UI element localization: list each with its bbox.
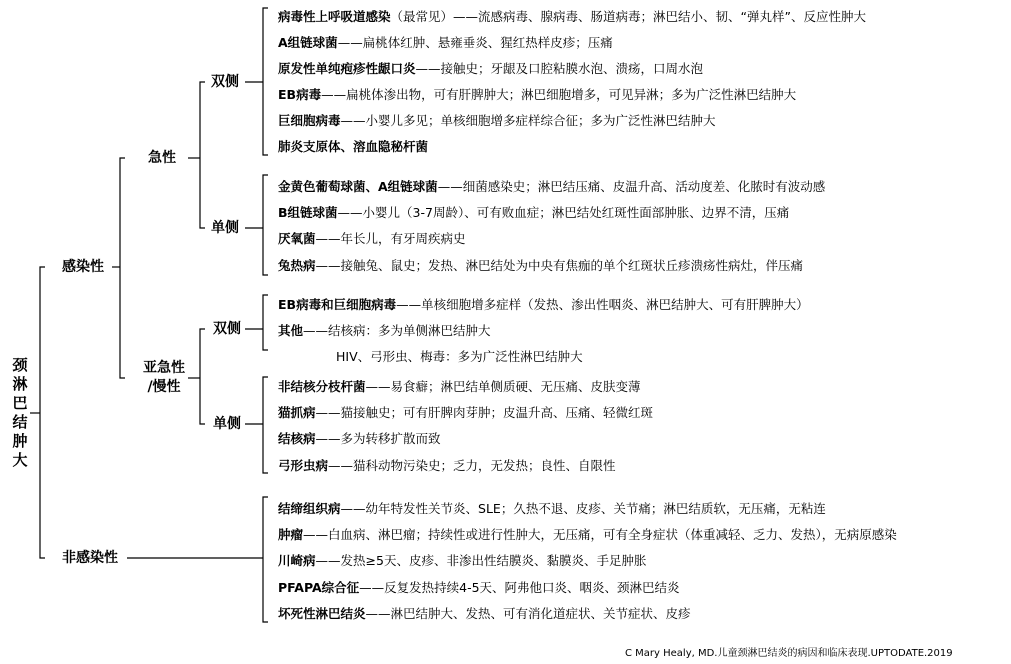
item-desc: ——淋巴结肿大、发热、可有消化道症状、关节症状、皮疹 xyxy=(365,606,691,621)
subacute-bilateral-bracket xyxy=(263,295,268,350)
item-desc: ——小婴儿多见；单核细胞增多症样综合征；多为广泛性淋巴结肿大 xyxy=(340,113,716,128)
list-item xyxy=(278,139,428,155)
list-item xyxy=(278,61,703,77)
item-name: 弓形虫病 xyxy=(278,458,329,473)
acute-bilateral-node: 双侧 xyxy=(211,74,239,90)
item-desc: ——接触兔、鼠史；发热、淋巴结处为中央有焦痂的单个红斑状丘疹溃疡性病灶，伴压痛 xyxy=(315,258,804,273)
item-name: 厌氧菌 xyxy=(278,231,316,246)
list-item xyxy=(278,87,796,103)
list-item xyxy=(278,323,491,339)
item-desc: ——多为转移扩散而致 xyxy=(315,431,441,446)
item-name: 坏死性淋巴结炎 xyxy=(278,606,366,621)
acute-unilateral-bracket xyxy=(263,175,268,275)
list-item xyxy=(278,379,641,395)
item-name: 金黄色葡萄球菌、A组链球菌 xyxy=(278,179,438,194)
item-desc: ——年长儿，有牙周疾病史 xyxy=(315,231,466,246)
item-desc: ——单核细胞增多症样（发热、渗出性咽炎、淋巴结肿大、可有肝脾肿大） xyxy=(396,297,809,312)
item-name: 川崎病 xyxy=(278,553,316,568)
item-desc: ——细菌感染史；淋巴结压痛、皮温升高、活动度差、化脓时有波动感 xyxy=(437,179,826,194)
list-item xyxy=(278,458,616,474)
subacute-bilateral-node: 双侧 xyxy=(213,321,241,337)
item-desc: ——接触史；牙龈及口腔粘膜水泡、溃疡，口周水泡 xyxy=(415,61,704,76)
infectious-node: 感染性 xyxy=(62,259,104,275)
item-name: B组链球菌 xyxy=(278,205,338,220)
item-desc: ——结核病：多为单侧淋巴结肿大 xyxy=(303,323,491,338)
item-desc: ——扁桃体红肿、悬雍垂炎、猩红热样皮疹；压痛 xyxy=(337,35,613,50)
acute-unilateral-node: 单侧 xyxy=(211,220,239,236)
root-node: 颈淋巴结肿大 xyxy=(12,356,28,469)
item-desc: ——扁桃体渗出物，可有肝脾肿大；淋巴细胞增多，可见异淋；多为广泛性淋巴结肿大 xyxy=(321,87,797,102)
item-desc: ——幼年特发性关节炎、SLE；久热不退、皮疹、关节痛；淋巴结质软，无压痛，无粘连 xyxy=(340,501,826,516)
item-name: 兔热病 xyxy=(278,258,316,273)
item-desc: ——猫接触史；可有肝脾肉芽肿；皮温升高、压痛、轻微红斑 xyxy=(315,405,654,420)
item-desc: （最常见）——流感病毒、腺病毒、肠道病毒；淋巴结小、韧、“弹丸样”、反应性肿大 xyxy=(390,9,866,24)
item-name: 结缔组织病 xyxy=(278,501,341,516)
item-name: 其他 xyxy=(278,323,304,338)
item-name: EB病毒 xyxy=(278,87,322,102)
item-name: 非结核分枝杆菌 xyxy=(278,379,366,394)
list-item xyxy=(278,231,466,247)
item-name: A组链球菌 xyxy=(278,35,338,50)
item-desc: ——发热≥5天、皮疹、非渗出性结膜炎、黏膜炎、手足肿胀 xyxy=(315,553,647,568)
subacute-node xyxy=(139,359,189,397)
subacute-label-line2: /慢性 xyxy=(147,379,181,395)
noninfectious-node: 非感染性 xyxy=(62,550,118,566)
list-item xyxy=(278,258,803,274)
item-name: PFAPA综合征 xyxy=(278,580,360,595)
item-name: 病毒性上呼吸道感染 xyxy=(278,9,391,24)
list-item xyxy=(278,501,826,517)
subacute-unilateral-bracket xyxy=(263,377,268,473)
list-item-continuation: HIV、弓形虫、梅毒：多为广泛性淋巴结肿大 xyxy=(336,349,583,364)
item-desc: ——白血病、淋巴瘤；持续性或进行性肿大，无压痛，可有全身症状（体重减轻、乏力、发热），无病原感染 xyxy=(303,527,897,542)
item-name: 肿瘤 xyxy=(278,527,304,542)
noninfectious-bracket xyxy=(263,497,268,622)
item-name: 肺炎支原体、溶血隐秘杆菌 xyxy=(278,139,429,154)
acute-bilateral-bracket xyxy=(263,8,268,155)
list-item xyxy=(278,527,897,543)
list-item xyxy=(278,35,613,51)
infectious-bracket xyxy=(120,158,125,378)
item-name: 结核病 xyxy=(278,431,316,446)
item-desc: ——小婴儿（3-7周龄）、可有败血症；淋巴结处红斑性面部肿胀、边界不清，压痛 xyxy=(337,205,790,220)
item-name: 巨细胞病毒 xyxy=(278,113,341,128)
list-item xyxy=(278,553,646,569)
subacute-label-line1: 亚急性 xyxy=(143,360,185,376)
root-bracket xyxy=(40,267,45,558)
list-item xyxy=(278,297,809,313)
item-name: EB病毒和巨细胞病毒 xyxy=(278,297,397,312)
list-item xyxy=(278,205,789,221)
list-item xyxy=(278,405,653,421)
item-name: 猫抓病 xyxy=(278,405,316,420)
list-item xyxy=(278,179,825,195)
subacute-bracket xyxy=(200,329,205,424)
list-item xyxy=(278,580,680,596)
item-name: 原发性单纯疱疹性龈口炎 xyxy=(278,61,416,76)
acute-bracket xyxy=(200,82,205,228)
list-item xyxy=(278,606,691,622)
list-item xyxy=(278,431,441,447)
citation: C Mary Healy, MD.儿童颈淋巴结炎的病因和临床表现.UPTODATE.2019 xyxy=(625,648,953,659)
item-desc: ——反复发热持续4-5天、阿弗他口炎、咽炎、颈淋巴结炎 xyxy=(359,580,680,595)
list-item xyxy=(278,113,716,129)
subacute-unilateral-node: 单侧 xyxy=(213,416,241,432)
list-item xyxy=(278,9,866,25)
item-desc: ——猫科动物污染史；乏力，无发热；良性、自限性 xyxy=(328,458,616,473)
acute-node: 急性 xyxy=(148,150,176,166)
item-desc: ——易食癖；淋巴结单侧质硬、无压痛、皮肤变薄 xyxy=(365,379,641,394)
